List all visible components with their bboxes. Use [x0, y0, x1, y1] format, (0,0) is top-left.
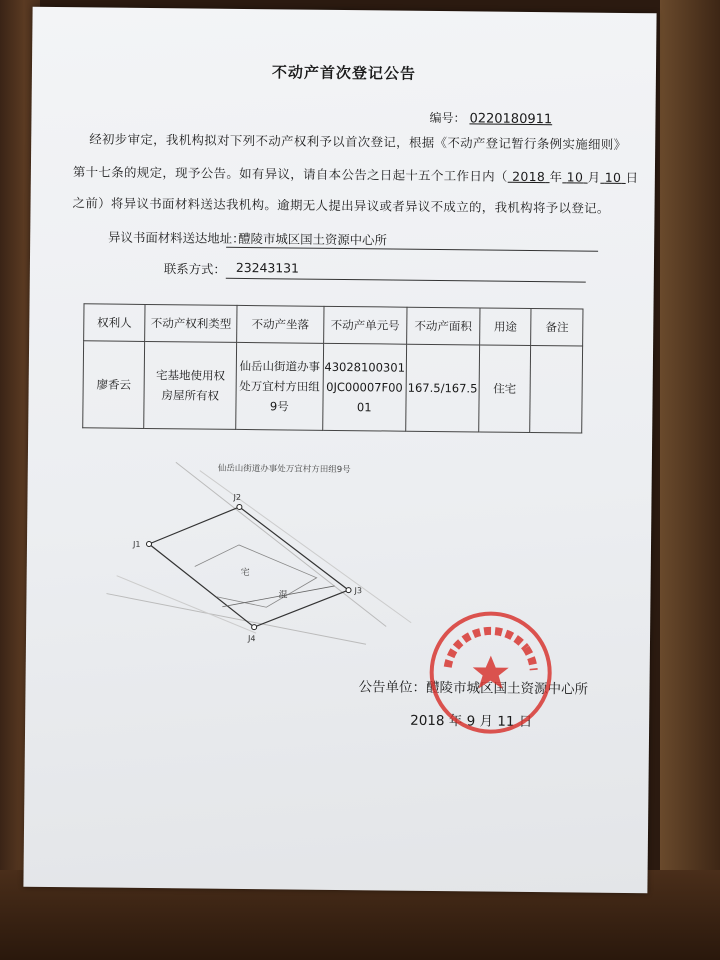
notice-title: 不动产首次登记公告	[271, 63, 417, 83]
deadline-month: 10	[566, 169, 584, 185]
deadline-month-unit: 月	[587, 169, 601, 185]
parcel-diagram	[66, 445, 448, 649]
table-header: 不动产坐落	[237, 305, 324, 343]
point-j4-label: J4	[247, 634, 256, 644]
parcel-boundary	[148, 506, 349, 628]
seal-star	[473, 655, 509, 688]
notice-paper	[23, 7, 656, 893]
diagram-caption: 仙岳山街道办事处万宜村方田组9号	[217, 463, 351, 476]
deadline-day-unit: 日	[625, 169, 639, 186]
table-header: 不动产面积	[407, 307, 480, 345]
cell-area: 167.5/167.5	[406, 344, 480, 432]
table-header: 不动产权利类型	[145, 304, 237, 342]
house-outline	[194, 544, 317, 607]
house-mark: 混	[278, 590, 288, 601]
table-header-row	[84, 304, 583, 346]
table-row	[83, 341, 583, 433]
registration-table	[82, 303, 583, 433]
paragraph-line-3: 之前）将异议书面材料送达我机构。逾期无人提出异议或者异议不成立的，我机构将予以登记。	[72, 195, 610, 216]
address-underline	[226, 247, 598, 252]
deadline-day: 10	[604, 169, 622, 185]
paragraph-line-1: 经初步审定，我机构拟对下列不动产权利予以首次登记，根据《不动产登记暂行条例实施细则》	[89, 131, 627, 152]
table-header: 备注	[531, 308, 583, 346]
cell-location: 仙岳山街道办事 处万宜村方田组 9号	[236, 342, 323, 430]
point-j1-marker	[146, 541, 151, 546]
point-j3-marker	[346, 588, 351, 593]
paragraph-line-2-text: 第十七条的规定，现予公告。如有异议，请自本公告之日起十五个工作日内（	[72, 164, 508, 184]
deadline-year-unit: 年	[549, 169, 563, 185]
contact-value: 23243131	[235, 259, 300, 276]
cell-usage: 住宅	[478, 345, 531, 433]
objection-address-value: 醴陵市城区国土资源中心所	[238, 230, 387, 248]
table-header: 不动产单元号	[323, 306, 407, 344]
contact-label: 联系方式：	[163, 261, 226, 277]
parcel-mark: 宅	[240, 567, 250, 579]
deadline-year: 2018	[512, 168, 546, 185]
objection-address-label: 异议书面材料送达地址：	[108, 229, 245, 246]
paragraph-line-2	[73, 162, 639, 186]
background-right	[660, 0, 720, 960]
serial-number	[429, 109, 552, 127]
cell-remark	[530, 345, 583, 433]
notice-date: 2018 年 9 月 11 日	[410, 712, 533, 731]
table-header: 权利人	[84, 304, 146, 342]
point-j3-label: J3	[354, 586, 363, 596]
point-j2-marker	[237, 504, 242, 509]
seal-arc-text	[456, 631, 526, 648]
issuer-value: 醴陵市城区国土资源中心所	[425, 679, 589, 698]
cell-unit-number: 43028100301 0JC00007F00 01	[322, 343, 406, 431]
serial-value: 0220180911	[469, 111, 553, 128]
cell-right-type: 宅基地使用权 房屋所有权	[144, 341, 237, 429]
table-header: 用途	[479, 308, 531, 346]
cell-owner: 廖香云	[83, 341, 145, 429]
issuer-label: 公告单位：	[358, 679, 427, 696]
road-line	[174, 462, 388, 626]
point-j4-marker	[252, 625, 257, 630]
point-j1-label: J1	[132, 539, 141, 549]
official-seal	[425, 607, 556, 738]
serial-label: 编号：	[429, 110, 466, 126]
contact-underline	[226, 278, 586, 283]
point-j2-label: J2	[233, 492, 241, 502]
seal-arc-text	[448, 647, 456, 667]
seal-arc-text	[526, 648, 534, 670]
